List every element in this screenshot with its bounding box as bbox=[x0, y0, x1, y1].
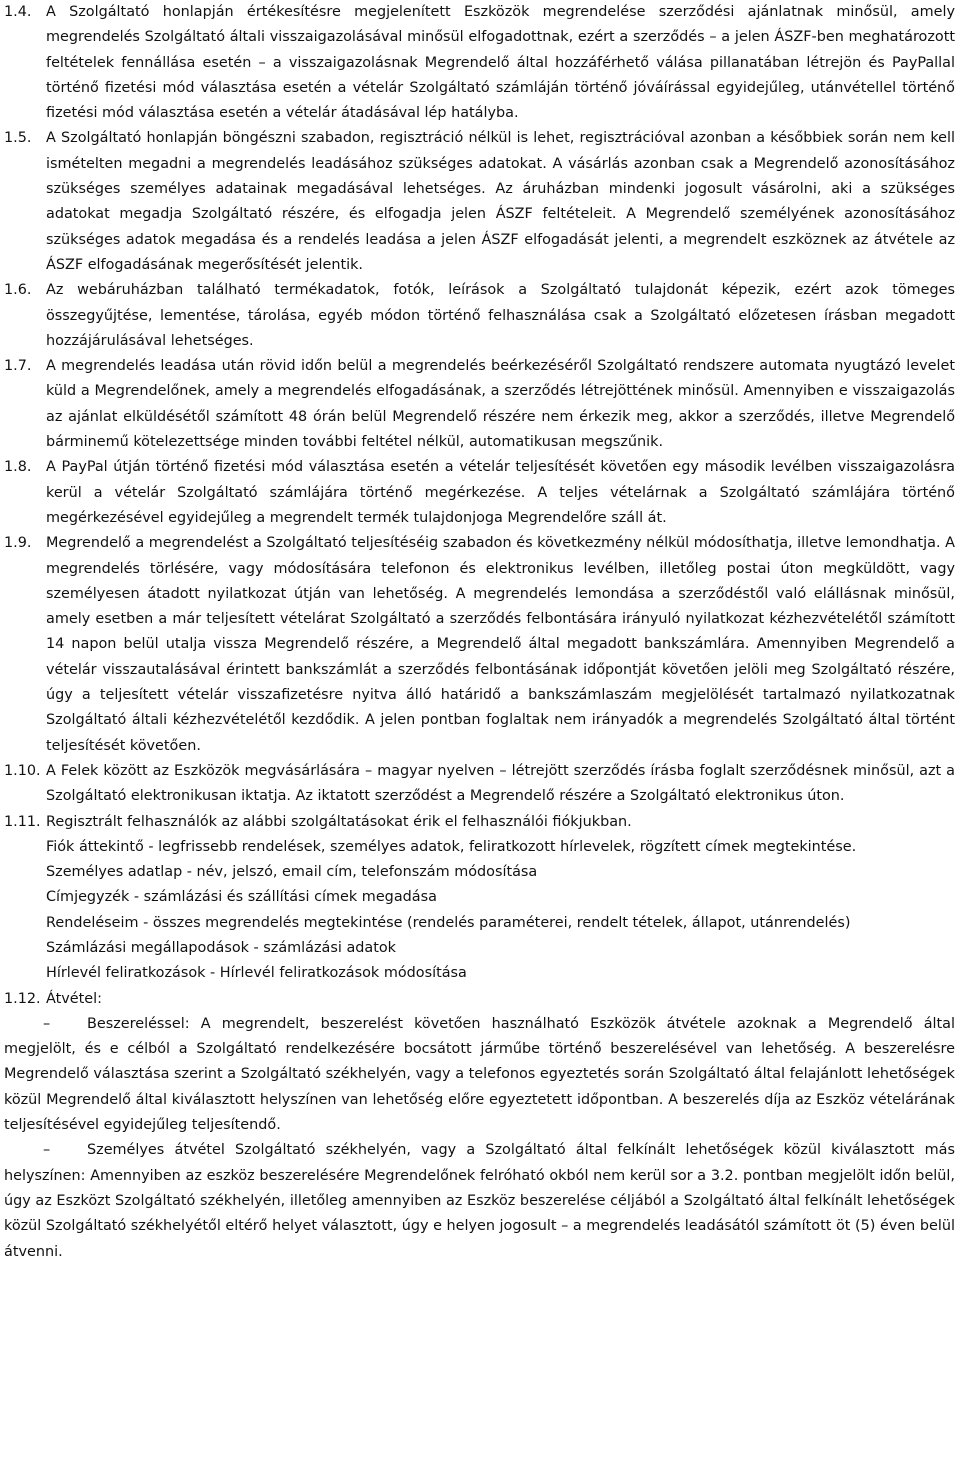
delivery-options-list bbox=[4, 1012, 955, 1265]
paragraph: Megrendelő a megrendelést a Szolgáltató teljesítéséig szabadon és következmény nélkül módosíthatja, illetve lemondhatja. A megrendelés törlésére, vagy módosítására telefonon és elektronikus levélben, illetőleg postai úton megküldött, vagy személyesen átadott nyilatkozat útján van lehetőség. A megrendelés lemondása a szerződéstől való elállásnak minősül, amely esetben a már teljesített vételárat Szolgáltató a szerződés felbontására irányuló nyilatkozat kézhezvételétől számított 14 napon belül utalja vissza Megrendelő részére, a Megrendelő által megadott bankszámlára. Amennyiben Megrendelő a vételár visszautalásával érintett bankszámlát a szerződés felbontásának időpontját követően jelöli meg Szolgáltató részére, úgy a teljesített vételár visszafizetésre nyitva álló határidő a bankszámlaszám megjelölését tartalmazó nyilatkozatnak Szolgáltató általi kézhezvételétől kezdődik. A jelen pontban foglaltak nem irányadók a megrendelés Szolgáltató által történt teljesítését követően. bbox=[46, 535, 955, 754]
paragraph: A Felek között az Eszközök megvásárlására – magyar nyelven – létrejött szerződés írásba foglalt szerződésnek minősül, azt a Szolgáltató elektronikusan iktatja. Az iktatott szerződést a Megrendelő részére a Szolgáltató elektronikus úton. bbox=[46, 762, 955, 805]
paragraph: A Szolgáltató honlapján böngészni szabadon, regisztráció nélkül is lehet, regisztrációval azonban a későbbiek során nem kell ismételten megadni a megrendelés leadásához szükséges adatokat. A vásárlás azonban csak a Megrendelő azonosításához szükséges személyes adatainak megadásával lehetséges. Az áruházban mindenki jogosult vásárolni, aki a szükséges adatokat megadja Szolgáltató részére, és elfogadja jelen ÁSZF feltételeit. A Megrendelő személyének azonosításához szükséges adatok megadása és a rendelés leadása a jelen ÁSZF elfogadását jelenti, a megrendelt eszköznek az átvétele az ÁSZF elfogadásának megerősítését jelentik. bbox=[46, 130, 955, 273]
paragraph: Átvétel: bbox=[46, 990, 102, 1007]
section-1-7 bbox=[4, 354, 955, 455]
section-1-12 bbox=[4, 987, 955, 1012]
section-number: 1.8. bbox=[4, 459, 32, 476]
dash-marker: – bbox=[43, 1015, 51, 1032]
paragraph: A PayPal útján történő fizetési mód választása esetén a vételár teljesítését követően egy második levélben visszaigazolásra kerül a vételár Szolgáltató számlájára történő megérkezése. A teljes vételárnak a Szolgáltató számlájára történő megérkezésével egyidejűleg a megrendelt termék tulajdonjoga Megrendelőre száll át. bbox=[46, 459, 955, 526]
section-number: 1.6. bbox=[4, 282, 32, 299]
section-body bbox=[46, 0, 955, 126]
section-number: 1.7. bbox=[4, 358, 32, 375]
section-body bbox=[46, 810, 955, 987]
section-1-10 bbox=[4, 759, 955, 810]
list-item bbox=[4, 1138, 955, 1264]
paragraph: Az webáruházban található termékadatok, fotók, leírások a Szolgáltató tulajdonát képezik, ezért azok tömeges összegyűjtése, lementése, tárolása, egyéb módon történő felhasználása csak a Szolgáltató előzetesen írásban megadott hozzájárulásával lehetséges. bbox=[46, 282, 955, 349]
section-body bbox=[46, 531, 955, 759]
section-1-4 bbox=[4, 0, 955, 126]
section-body bbox=[46, 126, 955, 278]
section-1-11 bbox=[4, 810, 955, 987]
section-number: 1.9. bbox=[4, 535, 32, 552]
section-body bbox=[46, 455, 955, 531]
account-feature-orders: Rendeléseim - összes megrendelés megtekintése (rendelés paraméterei, rendelt tételek, állapot, utánrendelés) bbox=[46, 914, 851, 931]
paragraph: A megrendelés leadása után rövid időn belül a megrendelés beérkezéséről Szolgáltató rendszere automata nyugtázó levelet küld a Megrendelőnek, amely a megrendelés elfogadásának, a szerződés létrejöttének minősül. Amennyiben e visszaigazolás az ajánlat elküldésétől számított 48 órán belül Megrendelő részére nem érkezik meg, akkor a szerződés, illetve Megrendelő bárminemű kötelezettsége minden további feltétel nélkül, automatikusan megszűnik. bbox=[46, 358, 955, 451]
section-1-6 bbox=[4, 278, 955, 354]
account-feature-addresses: Címjegyzék - számlázási és szállítási címek megadása bbox=[46, 889, 437, 906]
paragraph: A Szolgáltató honlapján értékesítésre megjelenített Eszközök megrendelése szerződési ajánlatnak minősül, amely megrendelés Szolgáltató általi visszaigazolásával minősül elfogadottnak, ezért a szerződés – a jelen ÁSZF-ben meghatározott feltételek fennállása esetén – a visszaigazolásnak Megrendelő által hozzáférhető válása pillanatában létrejön és PayPallal történő fizetési mód választása esetén a vételár Szolgáltató számláján történő jóváírással egyidejűleg, utánvétellel történő fizetési mód választása esetén a vételár átadásával lép hatályba. bbox=[46, 4, 955, 122]
section-body bbox=[46, 987, 955, 1012]
section-body bbox=[46, 354, 955, 455]
account-feature-billing: Számlázási megállapodások - számlázási adatok bbox=[46, 939, 396, 956]
bullet-text: Beszereléssel: A megrendelt, beszerelést követően használható Eszközök átvétele azoknak a Megrendelő által megjelölt, és e célból a Szolgáltató rendelkezésére bocsátott járműbe történő beszerelésével van lehetőség. A beszerelésre Megrendelő választása szerint a Szolgáltató székhelyén, vagy a telefonos egyeztetés során Szolgáltató által felajánlott lehetőségek közül Megrendelő által kiválasztott helyszínen van lehetőség előre egyeztetett időpontban. A beszerelés díja az Eszköz vételárának teljesítésével egyidejűleg teljesítendő. bbox=[4, 1015, 955, 1134]
section-1-9 bbox=[4, 531, 955, 759]
section-number: 1.4. bbox=[4, 4, 32, 20]
section-number: 1.11. bbox=[4, 813, 41, 830]
section-number: 1.12. bbox=[4, 990, 41, 1007]
section-body bbox=[46, 759, 955, 810]
dash-marker: – bbox=[43, 1142, 51, 1159]
list-item bbox=[4, 1012, 955, 1138]
section-number: 1.5. bbox=[4, 130, 32, 147]
bullet-text: Személyes átvétel Szolgáltató székhelyén, vagy a Szolgáltató által felkínált lehetőségek közül kiválasztott más helyszínen: Amennyiben az eszköz beszerelésére Megrendelőnek felróható okból nem kerül sor a 3.2. pontban megjelölt időn belül, úgy az Eszközt Szolgáltató székhelyén, illetőleg amennyiben az Eszköz beszerelése céljából a Szolgáltató által felkínált lehetőségek közül Szolgáltató székhelyétől eltérő helyet választott, úgy e helyen jogosult – a megrendelés leadásától számított öt (5) éven belül átvenni. bbox=[4, 1142, 955, 1260]
section-body bbox=[46, 278, 955, 354]
paragraph: Regisztrált felhasználók az alábbi szolgáltatásokat érik el felhasználói fiókjukban. bbox=[46, 813, 632, 830]
section-1-5 bbox=[4, 126, 955, 278]
account-feature-overview: Fiók áttekintő - legfrissebb rendelések, személyes adatok, feliratkozott hírlevelek, rögzített címek megtekintése. bbox=[46, 838, 857, 855]
section-1-8 bbox=[4, 455, 955, 531]
account-feature-newsletter: Hírlevél feliratkozások - Hírlevél feliratkozások módosítása bbox=[46, 965, 467, 982]
account-feature-profile: Személyes adatlap - név, jelszó, email cím, telefonszám módosítása bbox=[46, 864, 538, 881]
section-number: 1.10. bbox=[4, 762, 41, 779]
